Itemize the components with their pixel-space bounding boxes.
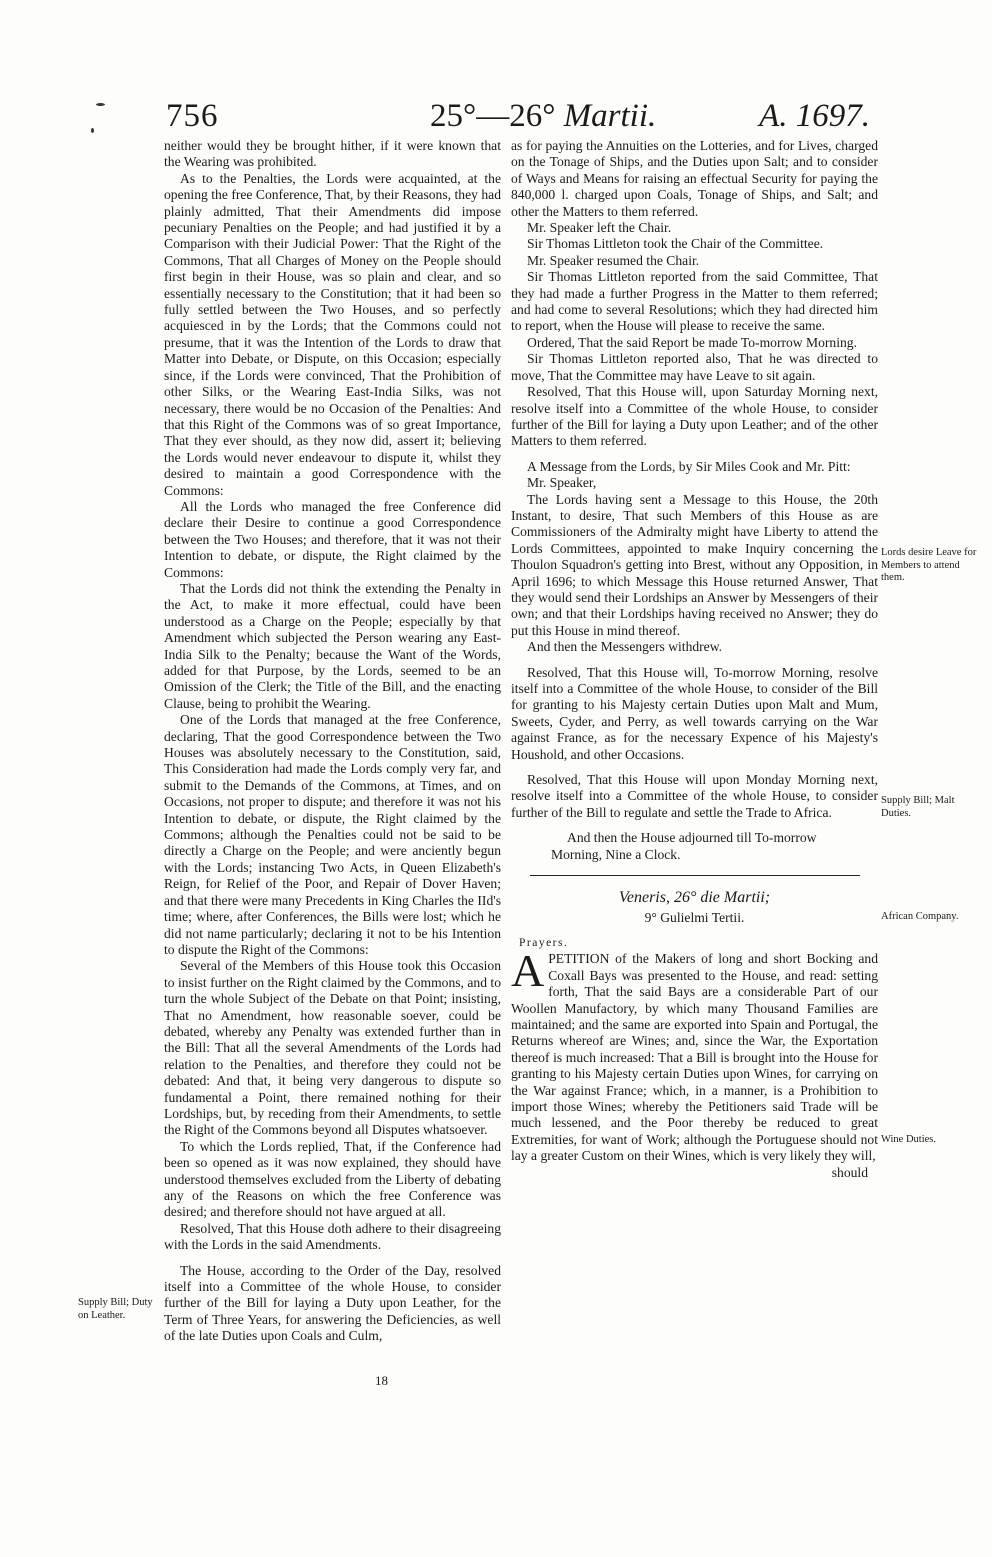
left-resolution-adhere: Resolved, That this House doth adhere to their disagreeing with the Lords in the said Amendments. <box>164 1220 501 1253</box>
header-date-word: Martii. <box>563 98 657 134</box>
ink-mark <box>91 128 94 133</box>
margin-note-leather: Supply Bill; Duty on Leather. <box>78 1297 153 1321</box>
section-divider <box>530 875 860 876</box>
right-adjourned: And then the House adjourned till To-morrow Morning, Nine a Clock. <box>551 830 817 862</box>
right-speaker-resumed: Mr. Speaker resumed the Chair. <box>527 252 700 268</box>
left-paragraph-3: All the Lords who managed the free Conference did declare their Desire to continue a good Correspondence between the Two Houses; and therefore, that it was not their Intention to debate, or dispute, the Right claimed by the Commons: <box>164 498 501 580</box>
right-lords-message: A Message from the Lords, by Sir Miles Cook and Mr. Pitt: <box>527 458 851 474</box>
right-message-body: The Lords having sent a Message to this House, the 20th Instant, to desire, That such Members of this House as are Commissioners of the Admiralty might have Liberty to attend the Lords Committees, appointed to make Inquiry concerning the Thoulon Squadron's getting into Brest, without any Opposition, in April 1696; to which Message this House returned Answer, That they would send their Lordships an Answer by Messengers of their own; and that their Lordships having received no Answer; they do put this House in mind thereof. <box>511 491 878 638</box>
petition-text: PETITION of the Makers of long and short Bocking and Coxall Bays was presented to the House, and read: setting forth, That the said Bays are a considerable Part of our Woollen Manufactory, by which many Thousand Families are maintained; and the same are exported into Spain and Portugal, the Returns whereof are Wines; and, since the War, the Exportation thereof is much increased: That a Bill is brought into the House for granting to his Majesty certain Duties upon Wines, for carrying on the War against France; which, in a manner, is a Prohibition to import those Wines; whereby the Petitioners said Trade will be much lessened, and the Poor thereby be reduced to great Extremities, for want of Work; although the Portuguese should not lay a greater Custom on their Wines, which is very likely they will, <box>511 951 878 1164</box>
left-paragraph-committee: The House, according to the Order of the Day, resolved itself into a Committee of the whole House, to consider further of the Bill for laying a Duty upon Leather, for the Term of Three Years, for answering the Deficiencies, as well of the late Duties upon Coals and Culm, <box>164 1262 501 1344</box>
left-column <box>164 138 501 1345</box>
right-resolved-africa: Resolved, That this House will upon Monday Morning next, resolve itself into a Committee of the whole House, to consider further of the Bill to regulate and settle the Trade to Africa. <box>511 772 878 820</box>
left-paragraph-6: Several of the Members of this House took this Occasion to insist further on the Right claimed by the Commons, and to turn the whole Subject of the Debate on that Point; insisting, That no Amendment, how reasonable soever, could be debated, whereby any Penalty was extended further than in the Bill: That all the several Amendments of the Lords had relation to the Penalties, and therefore they could not be debated: And that, it being very dangerous to dispute so fundamental a Point, there remained nothing for their Lordships, but, by receding from their Amendments, to settle the Right of the Commons beyond all Disputes whatsoever. <box>164 958 501 1138</box>
left-paragraph-7: To which the Lords replied, That, if the Conference had been so opened as it was now explained, they should have understood themselves excluded from the Liberty of debating any of the Reasons on which the free Conference was desired; and therefore should not have argued at all. <box>164 1138 501 1220</box>
signature-mark: 18 <box>375 1373 388 1388</box>
right-resolved-malt: Resolved, That this House will, To-morrow Morning, resolve itself into a Committee of the whole House, to consider of the Bill for granting to his Majesty certain Duties upon Malt and Mum, Sweets, Cyder, and Perry, as well towards carrying on the War against France, as for the necessary Expence of his Majesty's Houshold, and other Occasions. <box>511 664 878 762</box>
right-littleton-chair: Sir Thomas Littleton took the Chair of the Committee. <box>527 236 824 252</box>
catchword: should <box>831 1164 868 1180</box>
day-heading: Veneris, 26° die Martii; <box>618 889 771 907</box>
left-paragraph-4: That the Lords did not think the extending the Penalty in the Act, to make it more effectual, could have been understood as a Charge on the People; especially by that Amendment which subjected the Person wearing any East-India Silk to the Penalty; because the Want of the Words, added for that Purpose, by the Lords, seemed to be an Omission of the Clerk; the Title of the Bill, and the enacting Clause, being to prohibit the Wearing. <box>164 580 501 711</box>
right-littleton-leave: Sir Thomas Littleton reported also, That he was directed to move, That the Committee may have Leave to sit again. <box>511 351 878 383</box>
margin-note-lords-desire: Lords desire Leave for Members to attend them. <box>881 547 977 583</box>
header-year: A. 1697. <box>759 98 870 134</box>
page-header <box>160 98 880 138</box>
header-date <box>430 98 656 135</box>
petition-paragraph <box>511 945 878 1164</box>
page-number: 756 <box>166 98 219 134</box>
right-resolved-saturday: Resolved, That this House will, upon Saturday Morning next, resolve itself into a Committee of the whole House, to consider further of the Bill for laying a Duty upon Leather; and of the other Matters to them referred. <box>511 384 878 449</box>
left-paragraph-1: neither would they be brought hither, if it were known that the Wearing was prohibited. <box>164 138 501 170</box>
margin-note-wine-duties: Wine Duties. <box>881 1134 936 1145</box>
regnal-year: 9° Gulielmi Tertii. <box>644 910 745 926</box>
right-column <box>511 138 878 1181</box>
left-paragraph-2: As to the Penalties, the Lords were acquainted, at the opening the free Conference, That, by their Reasons, they had plainly admitted, That their Amendments did impose pecuniary Penalties on the People; and had justified it by a Comparison with their Judicial Power: That the Right of the Commons, That all Charges of Money on the People should first begin in their House, was so plain and clear, and so essentially necessary to the Constitution; that it had been so fully settled between the Two Houses, and so perfectly acquiesced in by the Lords; that the Commons could not presume, that it was the Intention of the Lords to draw that Matter into Debate, or Dispute, on this Occasion; especially since, if the Lords were convinced, That the Prohibition of other Silks, or the Wearing East-India Silks, was not necessary, there would be no Occasion of the Penalties: And that this Right of the Commons was of so great Importance, That they ever should, as they now did, assert it; believing the Lords would never endeavour to dispute it, whilst they desired to maintain a good Correspondence with the Commons: <box>164 170 501 498</box>
right-littleton-report: Sir Thomas Littleton reported from the said Committee, That they had made a further Progress in the Matter to them referred; and had come to several Resolutions; which they had directed him to report, when the House will please to receive the same. <box>511 269 878 334</box>
ink-mark <box>96 103 105 106</box>
header-date-numbers: 25°—26° <box>430 98 556 134</box>
drop-cap: A <box>511 945 545 997</box>
prayers-label: Prayers. <box>519 936 569 949</box>
right-ordered: Ordered, That the said Report be made To-morrow Morning. <box>527 334 857 350</box>
right-mr-speaker: Mr. Speaker, <box>527 475 597 491</box>
right-messengers-withdrew: And then the Messengers withdrew. <box>527 639 723 655</box>
right-speaker-left: Mr. Speaker left the Chair. <box>527 220 672 236</box>
margin-note-malt-duties: Supply Bill; Malt Duties. <box>881 795 955 819</box>
margin-note-african-company: African Company. <box>881 911 959 922</box>
right-paragraph-1: as for paying the Annuities on the Lotteries, and for Lives, charged on the Tonage of Ships, and the Duties upon Salt; and to consider of Ways and Means for raising an effectual Security for paying the 840,000 l. charged upon Coals, Tonage of Ships, and Salt; and other the Matters to them referred. <box>511 138 878 219</box>
left-paragraph-5: One of the Lords that managed at the free Conference, declaring, That the good Correspondence between the Two Houses was absolutely necessary to the Constitution, said, This Consideration had made the Lords comply very far, and submit to the Demands of the Commons, at Times, and on Occasions, not proper to dispute; and therefore it was not his Intention to debate, or dispute, the Right claimed by the Commons; although the Penalties could not be said to be directly a Charge on the People; and were anciently begun with the Lords; instancing Two Acts, in Queen Elizabeth's Reign, for Relief of the Poor, and Repair of Dover Haven; and that there were many Precedents in King Charles the IId's time; where, after Conferences, the Bills were lost; which he did not name particularly; declaring it not to be his Intention to dispute the Right of the Commons: <box>164 712 501 957</box>
